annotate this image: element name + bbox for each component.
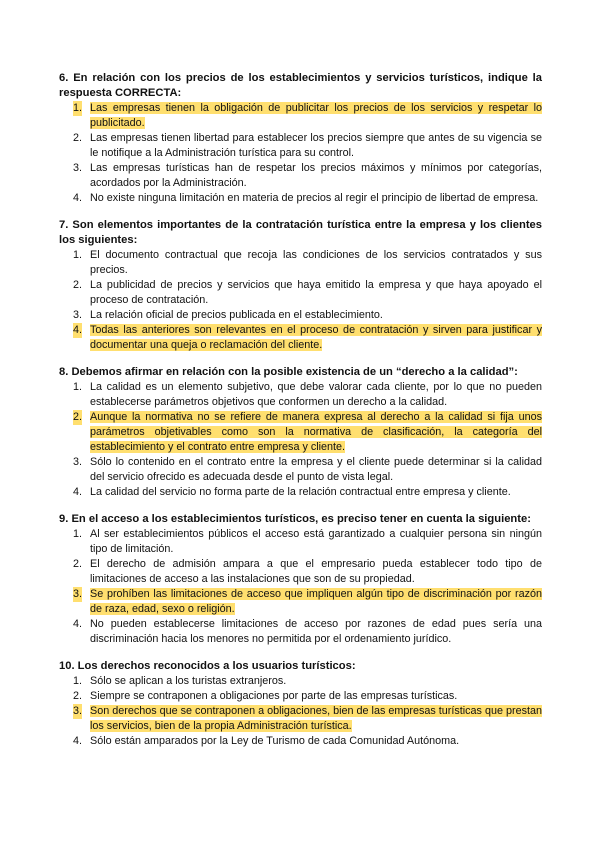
answer-number: 4. [73, 192, 83, 204]
answer-option [59, 557, 542, 587]
answer-number: 4. [73, 324, 83, 336]
answer-text: La calidad del servicio no forma parte de la relación contractual entre empresa y cliente. [90, 486, 511, 498]
answer-number: 2. [73, 690, 83, 702]
answer-option [59, 248, 542, 278]
answer-text: La relación oficial de precios publicada en el establecimiento. [90, 309, 383, 321]
answer-number: 4. [73, 486, 83, 498]
answer-text: Sólo lo contenido en el contrato entre la empresa y el cliente puede determinar si la calidad del servicio ofrecido es adecuada desde el punto de vista legal. [90, 456, 542, 483]
answer-number: 1. [73, 102, 83, 114]
answer-list [59, 380, 542, 500]
answer-list [59, 527, 542, 647]
answer-number: 3. [73, 162, 83, 174]
answer-text: Todas las anteriores son relevantes en el proceso de contratación y sirven para justificar y documentar una queja o reclamación del cliente. [90, 324, 542, 351]
answer-list [59, 674, 542, 749]
answer-number: 4. [73, 735, 83, 747]
answer-number: 3. [73, 705, 83, 717]
answer-option-highlighted [59, 704, 542, 734]
answer-number: 1. [73, 381, 83, 393]
question-title: 6. En relación con los precios de los establecimientos y servicios turísticos, indique la respuesta CORRECTA: [59, 72, 542, 99]
answer-option [59, 527, 542, 557]
answer-text: Se prohíben las limitaciones de acceso que impliquen algún tipo de discriminación por razón de raza, edad, sexo o religión. [90, 588, 542, 615]
answer-option [59, 308, 542, 323]
answer-text: La publicidad de precios y servicios que haya emitido la empresa y que haya apoyado el proceso de contratación. [90, 279, 542, 306]
answer-number: 2. [73, 411, 83, 423]
answer-text: Las empresas tienen la obligación de publicitar los precios de los servicios y respetar lo publicitado. [90, 102, 542, 129]
question-9 [59, 512, 542, 647]
answer-number: 3. [73, 588, 83, 600]
answer-text: El derecho de admisión ampara a que el empresario pueda establecer todo tipo de limitaciones de acceso a las instalaciones que son de su propiedad. [90, 558, 542, 585]
answer-list [59, 248, 542, 353]
answer-option [59, 278, 542, 308]
answer-text: Siempre se contraponen a obligaciones por parte de las empresas turísticas. [90, 690, 458, 702]
answer-number: 3. [73, 456, 83, 468]
question-title: 10. Los derechos reconocidos a los usuarios turísticos: [59, 660, 356, 672]
answer-option [59, 689, 542, 704]
answer-text: Sólo están amparados por la Ley de Turismo de cada Comunidad Autónoma. [90, 735, 460, 747]
answer-text: Las empresas turísticas han de respetar los precios máximos y mínimos por categorías, acordados por la Administración. [90, 162, 542, 189]
answer-option [59, 734, 542, 749]
answer-number: 2. [73, 558, 83, 570]
question-title: 7. Son elementos importantes de la contratación turística entre la empresa y los clientes los siguientes: [59, 219, 542, 246]
answer-number: 3. [73, 309, 83, 321]
answer-text: La calidad es un elemento subjetivo, que debe valorar cada cliente, por lo que no pueden establecerse parámetros objetivos que conformen un derecho a la calidad. [90, 381, 542, 408]
answer-text: El documento contractual que recoja las condiciones de los servicios contratados y sus precios. [90, 249, 542, 276]
answer-text: Son derechos que se contraponen a obligaciones, bien de las empresas turísticas que prestan los servicios, bien de la propia Administración turística. [90, 705, 542, 732]
answer-number: 1. [73, 528, 83, 540]
answer-text: Aunque la normativa no se refiere de manera expresa al derecho a la calidad si fija unos parámetros objetivables como son la normativa de clasificación, la categoría del establecimiento y el contrato entre empresa y cliente. [90, 411, 542, 453]
answer-text: Las empresas tienen libertad para establecer los precios siempre que antes de su vigencia se le notifique a la Administración turística para su control. [90, 132, 542, 159]
answer-text: No pueden establecerse limitaciones de acceso por razones de edad pues sería una discriminación hacia los menores no permitida por el ordenamiento jurídico. [90, 618, 542, 645]
question-title: 9. En el acceso a los establecimientos turísticos, es preciso tener en cuenta la siguiente: [59, 513, 531, 525]
answer-list [59, 101, 542, 206]
answer-number: 2. [73, 132, 83, 144]
answer-option [59, 617, 542, 647]
answer-number: 2. [73, 279, 83, 291]
answer-option-highlighted [59, 101, 542, 131]
answer-option [59, 674, 542, 689]
answer-number: 1. [73, 675, 83, 687]
question-7 [59, 218, 542, 353]
answer-option-highlighted [59, 323, 542, 353]
question-6 [59, 71, 542, 206]
answer-option [59, 485, 542, 500]
answer-option-highlighted [59, 410, 542, 455]
answer-number: 1. [73, 249, 83, 261]
answer-number: 4. [73, 618, 83, 630]
answer-option [59, 380, 542, 410]
answer-text: Sólo se aplican a los turistas extranjeros. [90, 675, 287, 687]
question-title: 8. Debemos afirmar en relación con la posible existencia de un “derecho a la calidad”: [59, 366, 518, 378]
answer-option-highlighted [59, 587, 542, 617]
question-10 [59, 659, 542, 749]
question-8 [59, 365, 542, 500]
answer-option [59, 161, 542, 191]
answer-option [59, 191, 542, 206]
answer-text: No existe ninguna limitación en materia de precios al regir el principio de libertad de empresa. [90, 192, 539, 204]
answer-option [59, 455, 542, 485]
answer-option [59, 131, 542, 161]
answer-text: Al ser establecimientos públicos el acceso está garantizado a cualquier persona sin ningún tipo de limitación. [90, 528, 542, 555]
